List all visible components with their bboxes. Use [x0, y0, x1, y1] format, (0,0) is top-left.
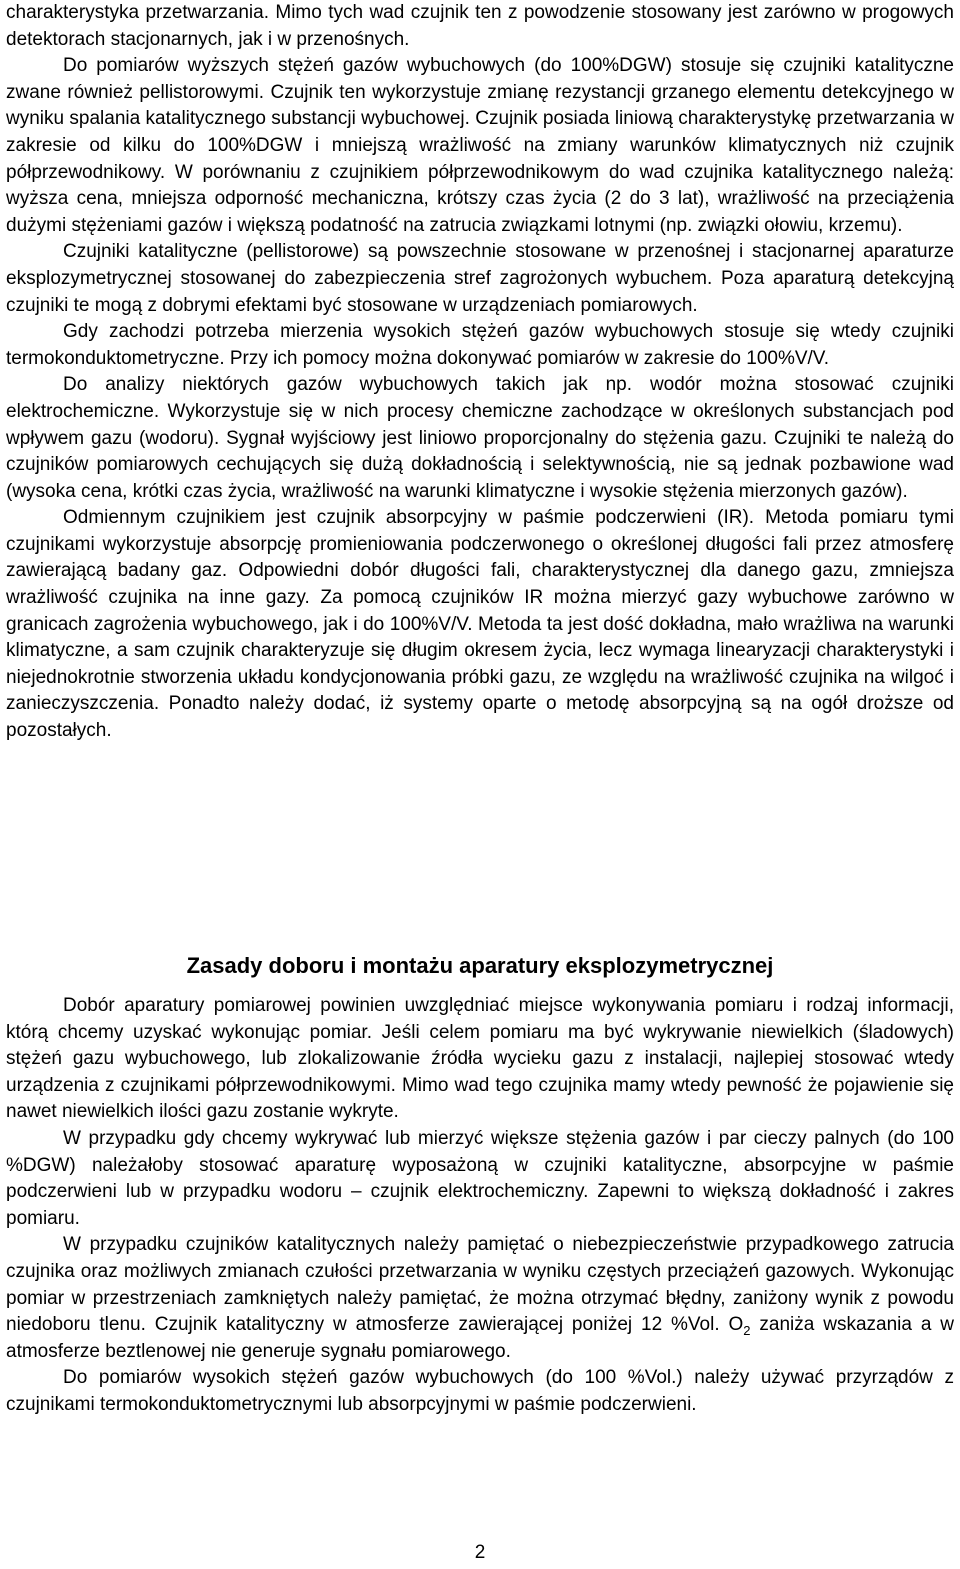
section-selection-text [6, 993, 954, 1419]
paragraph-electrochemical: Do analizy niektórych gazów wybuchowych takich jak np. wodór można stosować czujniki elektrochemiczne. Wykorzystuje się w nich procesy chemiczne zachodzące w określonych substancjach pod wpływem gazu (wodoru). Sygnał wyjściowy jest liniowo proporcjonalny do stężenia gazu. Czujniki te należą do czujników pomiarowych cechujących się dużą dokładnością i selektywnością, nie są jednak pozbawione wad (wysoka cena, krótki czas życia, wrażliwość na warunki klimatyczne i wysokie stężenia mierzonych gazów). [6, 374, 954, 502]
paragraph-infrared: Odmiennym czujnikiem jest czujnik absorpcyjny w paśmie podczerwieni (IR). Metoda pomiaru tymi czujnikami wykorzystuje absorpcję promieniowania podczerwonego o określonej długości fali przez atmosferę zawierającą badany gaz. Odpowiedni dobór długości fali, charakterystycznej dla danego gazu, zmniejsza wrażliwość czujnika na inne gazy. Za pomocą czujników IR można mierzyć gazy wybuchowe zarówno w granicach zagrożenia wybuchowego, jak i do 100%V/V. Metoda ta jest dość dokładna, mało wrażliwa na warunki klimatyczne, a sam czujnik charakteryzuje się długim okresem życia, lecz wymaga linearyzacji charakterystyki i niejednokrotnie stworzenia układu kondycjonowania próbki gazu, ze względu na wrażliwość czujnika na wilgoć i zanieczyszczenia. Ponadto należy dodać, iż systemy oparte o metodę absorpcyjną są na ogół droższe od pozostałych. [6, 507, 954, 742]
section-heading: Zasady doboru i montażu aparatury eksplozymetrycznej [186, 953, 774, 978]
paragraph-catalytic-warnings [6, 1232, 954, 1365]
paragraph-higher-concentrations: W przypadku gdy chcemy wykrywać lub mierzyć większe stężenia gazów i par cieczy palnych (do 100 %DGW) należałoby stosować aparaturę wyposażoną w czujniki katalityczne, absorpcyjne w paśmie podczerwieni lub w przypadku wodoru – czujnik elektrochemiczny. Zapewni to większą dokładność i zakres pomiaru. [6, 1127, 954, 1229]
paragraph-selection-intro: Dobór aparatury pomiarowej powinien uwzględniać miejsce wykonywania pomiaru i rodzaj informacji, którą chcemy uzyskać wykonując pomiar. Jeśli celem pomiaru ma być wykrywanie niewielkich (śladowych) stężeń gazu wybuchowego, lub zlokalizowanie źródła wycieku gazu z instalacji, najlepiej stosować wtedy urządzenia z czujnikami półprzewodnikowymi. Mimo wad tego czujnika mamy wtedy pewność że pojawienie się nawet niewielkich ilości gazu zostanie wykryte. [6, 995, 954, 1123]
paragraph-high-concentration-devices: Do pomiarów wysokich stężeń gazów wybuchowych (do 100 %Vol.) należy używać przyrządów z czujnikami termokonduktometrycznymi lub absorpcyjnymi w paśmie podczerwieni. [6, 1367, 954, 1415]
document-page [6, 0, 954, 745]
warning-text-start: W przypadku czujników katalitycznych należy pamiętać o niebezpieczeństwie przypadkowego zatrucia czujnika oraz możliwych zmianach czułości przetwarzania w wyniku częstych przeciążeń gazowych. Wykonując pomiar w przestrzeniach zamkniętych należy pamiętać, że można otrzymać błędny, zaniżony wynik z powodu niedoboru tlenu. Czujnik katalityczny w atmosferze zawierającej poniżej 12 %Vol. O [6, 1234, 954, 1336]
paragraph-pellistor-usage: Czujniki katalityczne (pellistorowe) są powszechnie stosowane w przenośnej i stacjonarnej aparaturze eksplozymetrycznej stosowanej do zabezpieczenia stref zagrożonych wybuchem. Poza aparaturą detekcyjną czujniki te mogą z dobrymi efektami być stosowane w urządzeniach pomiarowych. [6, 241, 954, 316]
paragraph-catalytic-sensors: Do pomiarów wyższych stężeń gazów wybuchowych (do 100%DGW) stosuje się czujniki katalityczne zwane również pellistorowymi. Czujnik ten wykorzystuje zmianę rezystancji grzanego elementu detekcyjnego w wyniku spalania katalitycznego substancji wybuchowej. Czujnik posiada liniową charakterystykę przetwarzania w zakresie od kilku do 100%DGW i mniejszą wrażliwość na zmiany warunków klimatycznych niż czujnik półprzewodnikowy. W porównaniu z czujnikiem półprzewodnikowym do wad czujnika katalitycznego należą: wyższa cena, mniejsza odporność mechaniczna, krótszy czas życia (2 do 3 lat), wrażliwość na przeciążenia dużymi stężeniami gazów i większą podatność na zatrucia związkami lotnymi (np. związki ołowiu, krzemu). [6, 55, 954, 236]
page-number: 2 [474, 1542, 486, 1563]
oxygen-subscript: 2 [743, 1322, 751, 1338]
paragraph-thermal-conductivity: Gdy zachodzi potrzeba mierzenia wysokich stężeń gazów wybuchowych stosuje się wtedy czujniki termokonduktometryczne. Przy ich pomocy można dokonywać pomiarów w zakresie do 100%V/V. [6, 321, 954, 369]
paragraph-continuation: charakterystyka przetwarzania. Mimo tych wad czujnik ten z powodzenie stosowany jest zarówno w progowych detektorach stacjonarnych, jak i w przenośnych. [6, 2, 954, 50]
warning-text-end: zaniża wskazania a w atmosferze beztlenowej nie generuje sygnału pomiarowego. [6, 1314, 954, 1362]
section-sensors-text [6, 0, 954, 745]
